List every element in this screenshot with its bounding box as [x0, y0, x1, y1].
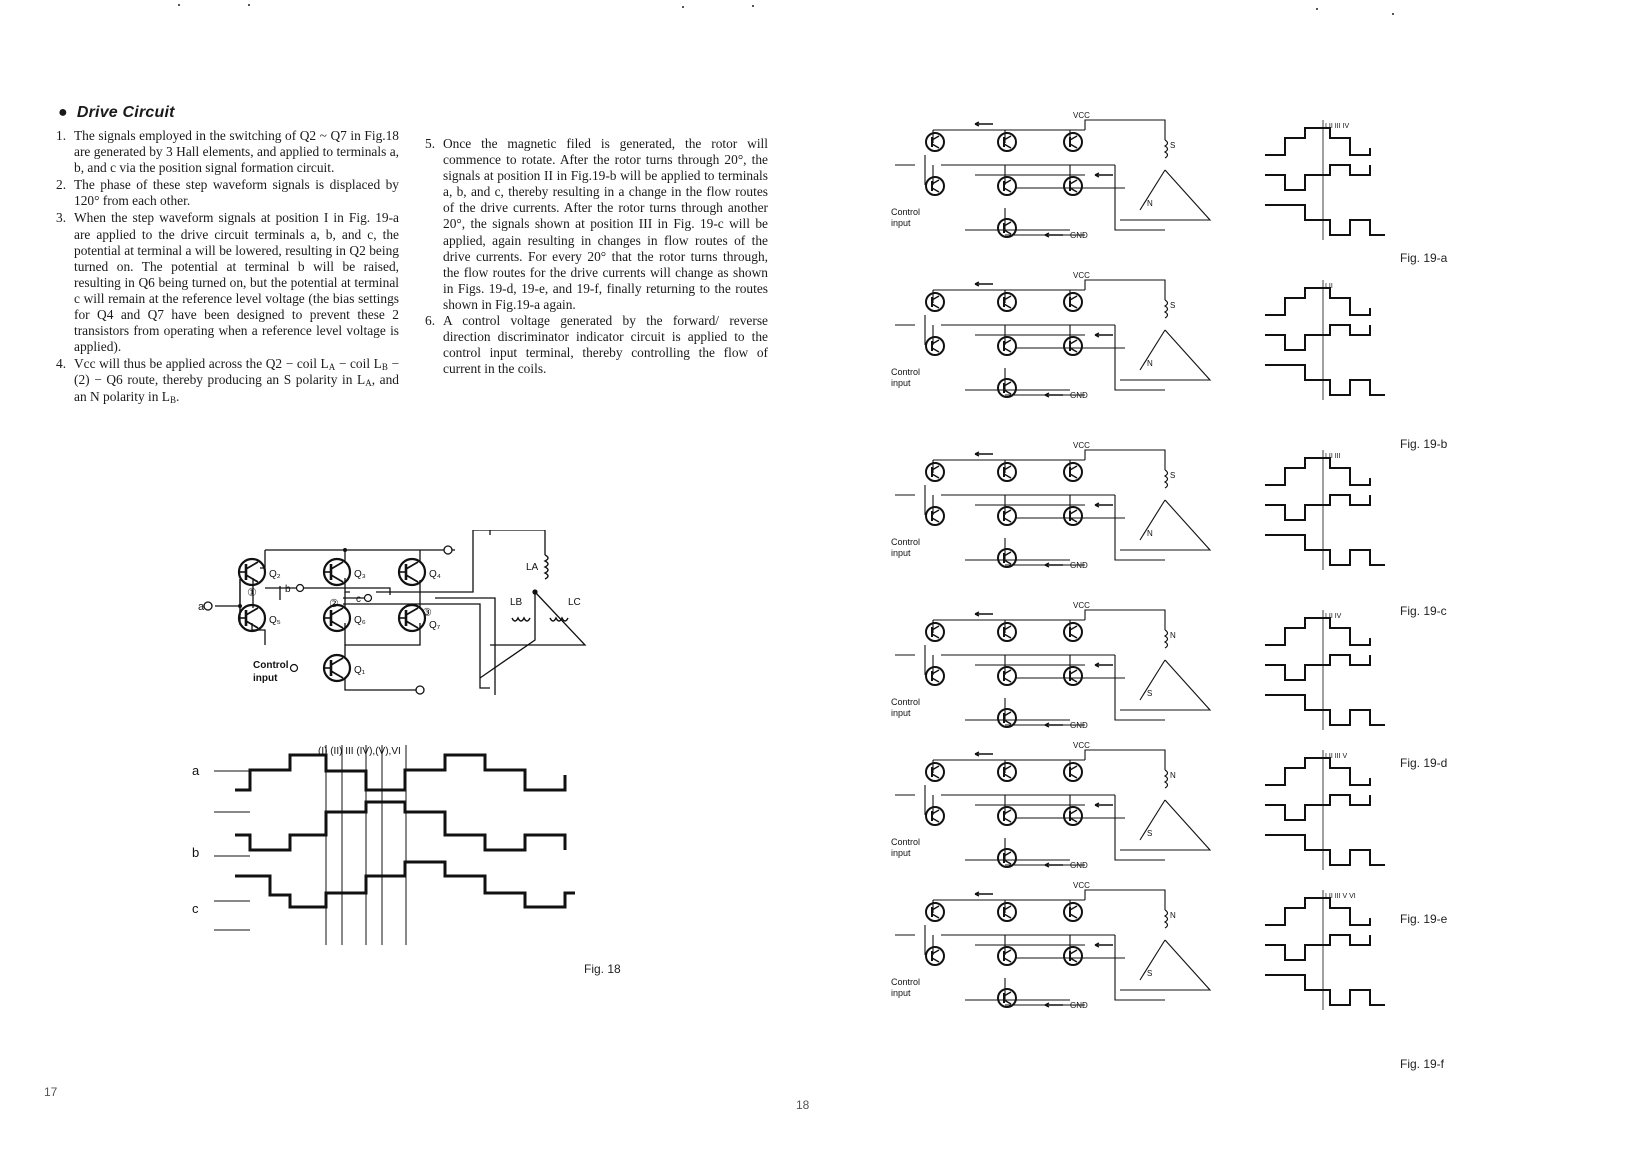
vcc-label: VCC: [1073, 111, 1090, 120]
fig19-caption: Fig. 19-e: [1400, 912, 1448, 926]
gnd-label: GND: [1070, 391, 1088, 400]
transistor-symbol: [1064, 177, 1082, 195]
pole-label: N: [1147, 359, 1153, 368]
list-item: [56, 177, 399, 209]
fig18-node-1: ①: [247, 587, 257, 599]
transistor-symbol: [1064, 293, 1082, 311]
fig18-wave-label-b: b: [192, 845, 200, 860]
transistor-symbol: [998, 133, 1016, 151]
fig18-label-q6: Q₆: [354, 615, 366, 626]
fig18-label-q3: Q₃: [354, 569, 366, 580]
input-label: input: [891, 988, 911, 998]
fig18-label-lb: LB: [510, 597, 523, 608]
control-label: Control: [891, 977, 921, 987]
pole-label: S: [1147, 969, 1153, 978]
fig18-label-q4: Q₄: [429, 569, 441, 580]
heading-title: Drive Circuit: [76, 104, 175, 121]
transistor-symbol: [926, 903, 944, 921]
position-labels: I II III V VI: [1325, 893, 1356, 900]
fig19-waveform: [1255, 450, 1405, 580]
item-text: − coil L: [335, 356, 382, 372]
current-arrow: [1045, 863, 1063, 867]
page-number-right: 18: [796, 1098, 810, 1112]
item-text: A control voltage generated by the forward/ reverse direction discriminator indicator circuit is applied to the control input terminal, thereby controlling the flow of current in the coils.: [443, 313, 768, 377]
list-number: 5.: [425, 136, 436, 151]
pole-label: S: [1147, 689, 1153, 698]
fig19-caption: Fig. 19-d: [1400, 756, 1448, 770]
fig19-waveform: [1255, 750, 1405, 880]
pole-label: N: [1147, 529, 1153, 538]
transistor-symbol: [926, 667, 944, 685]
transistor-symbol: [998, 623, 1016, 641]
scan-speck: [752, 5, 754, 7]
transistor-symbol: [1064, 903, 1082, 921]
list-item: [425, 313, 768, 377]
list-number: 1.: [56, 128, 67, 143]
fig19-circuit: [885, 270, 1215, 420]
transistor-symbol: [998, 989, 1016, 1007]
input-label: input: [891, 218, 911, 228]
heading-bullet: ●: [58, 104, 68, 121]
transistor-symbol: [1064, 623, 1082, 641]
pole-label: N: [1170, 631, 1176, 640]
item-text: When the step waveform signals at position I in Fig. 19-a are applied to the drive circuit terminals a, b, and c, the potential at terminal a will be lowered, resulting in Q2 being turned on. The potential at terminal b will be raised, resulting in Q6 being turned on, but the potential at terminal c will remain at the reference level voltage (the bias settings for Q4 and Q7 have been designed to prevent these 2 transistors from operating when a reference level voltage is applied).: [74, 210, 399, 355]
pole-label: S: [1170, 301, 1176, 310]
current-arrow: [975, 892, 993, 896]
item-text: − (2) − Q6 route, thereby producing an S polarity in L: [74, 356, 399, 388]
transistor-symbol: [998, 549, 1016, 567]
control-label: Control: [891, 207, 921, 217]
pole-label: S: [1170, 141, 1176, 150]
fig19-circuit: [885, 110, 1215, 260]
transistor-symbol: [998, 807, 1016, 825]
pole-label: N: [1147, 199, 1153, 208]
pole-label: S: [1147, 829, 1153, 838]
item-text: .: [175, 388, 180, 404]
transistor-symbol: [926, 763, 944, 781]
current-arrow: [975, 282, 993, 286]
fig18-label-q5: Q₅: [269, 615, 281, 626]
current-arrow: [1045, 723, 1063, 727]
transistor-symbol: [998, 903, 1016, 921]
fig18-waveforms: [190, 745, 620, 945]
fig18-circuit: [190, 530, 640, 710]
current-arrow: [1045, 233, 1063, 237]
list-item: [425, 136, 768, 313]
transistor-symbol: [1064, 463, 1082, 481]
current-arrow: [975, 612, 993, 616]
fig19-caption: Fig. 19-b: [1400, 437, 1448, 451]
pole-label: N: [1170, 771, 1176, 780]
section-heading: [58, 104, 175, 122]
transistor-symbol: [998, 947, 1016, 965]
fig18-label-lc: LC: [568, 597, 581, 608]
list-number: 2.: [56, 177, 67, 193]
list-number: 4.: [56, 356, 67, 372]
gnd-label: GND: [1070, 561, 1088, 570]
scan-speck: [1316, 8, 1318, 10]
vcc-label: VCC: [1073, 741, 1090, 750]
current-arrow: [1095, 803, 1113, 807]
transistor-symbol: [998, 219, 1016, 237]
gnd-label: GND: [1070, 721, 1088, 730]
fig18-label-la: LA: [526, 562, 539, 573]
fig19-circuit: [885, 600, 1215, 750]
gnd-label: GND: [1070, 1001, 1088, 1010]
current-arrow: [1095, 663, 1113, 667]
transistor-symbol: [926, 337, 944, 355]
gnd-label: GND: [1070, 861, 1088, 870]
transistor-symbol: [998, 463, 1016, 481]
scan-speck: [1392, 13, 1394, 15]
list-number: 3.: [56, 210, 67, 226]
transistor-symbol: [926, 293, 944, 311]
transistor-symbol: [926, 177, 944, 195]
fig19-circuit: [885, 740, 1215, 890]
subscript: B: [169, 394, 176, 405]
subscript: A: [365, 378, 372, 389]
control-label: Control: [891, 367, 921, 377]
fig19-waveform: [1255, 890, 1405, 1020]
transistor-symbol: [998, 763, 1016, 781]
transistor-symbol: [1064, 337, 1082, 355]
transistor-symbol: [998, 849, 1016, 867]
item-text: Once the magnetic filed is generated, the rotor will commence to rotate. After the rotor turns through 20°, the signals at position II in Fig.19-b will be applied to terminals a, b, and c, thereby resulting in a change in the flow routes of the drive currents. After the rotor turns through another 20°, the signals shown at position III in Fig. 19-c will be applied, again resulting in changes in flow routes of the drive currents. For every 20° that the rotor turns through, the flow routes for the drive currents will change as shown in Figs. 19-d, 19-e, and 19-f, finally returning to the routes shown in Fig.19-a again.: [443, 136, 768, 312]
fig19-waveform: [1255, 610, 1405, 740]
scan-speck: [178, 4, 180, 6]
pole-label: S: [1170, 471, 1176, 480]
item-text: The signals employed in the switching of Q2 ~ Q7 in Fig.18 are generated by 3 Hall elements, and applied to terminals a, b, and c via the position signal formation circuit.: [74, 128, 399, 176]
transistor-symbol: [1064, 667, 1082, 685]
fig18-label-q1: Q₁: [354, 665, 366, 676]
transistor-symbol: [926, 133, 944, 151]
transistor-symbol: [1064, 133, 1082, 151]
transistor-symbol: [998, 177, 1016, 195]
transistor-symbol: [926, 623, 944, 641]
control-label: Control: [891, 837, 921, 847]
fig18-wave-label-a: a: [192, 763, 200, 778]
transistor-symbol: [1064, 807, 1082, 825]
fig18-label-a: a: [198, 601, 205, 613]
fig18-label-q2: Q₂: [269, 569, 281, 580]
scan-speck: [248, 4, 250, 6]
fig19-caption: Fig. 19-c: [1400, 604, 1447, 618]
vcc-label: VCC: [1073, 271, 1090, 280]
item-text: The phase of these step waveform signals is displaced by 120° from each other.: [74, 177, 399, 209]
current-arrow: [1045, 1003, 1063, 1007]
gnd-label: GND: [1070, 231, 1088, 240]
text-column-left: [56, 128, 399, 405]
subscript: B: [381, 362, 388, 373]
fig18-label-q7: Q₇: [429, 620, 441, 631]
list-item: [56, 128, 399, 176]
current-arrow: [1045, 393, 1063, 397]
position-labels: I II III: [1325, 453, 1341, 460]
position-labels: I II III V: [1325, 753, 1348, 760]
subscript: A: [328, 362, 336, 373]
page-number-left: 17: [44, 1085, 58, 1099]
fig19-caption: Fig. 19-f: [1400, 1057, 1445, 1071]
current-arrow: [1095, 173, 1113, 177]
fig18-position-labels: (I) (II) III (IV),(V),VI: [318, 746, 401, 757]
current-arrow: [1045, 563, 1063, 567]
current-arrow: [975, 122, 993, 126]
input-label: input: [891, 848, 911, 858]
list-item: [56, 356, 399, 404]
transistor-symbol: [998, 379, 1016, 397]
transistor-symbol: [926, 507, 944, 525]
current-arrow: [975, 452, 993, 456]
fig18-node-2: ②: [329, 598, 339, 610]
vcc-label: VCC: [1073, 601, 1090, 610]
position-labels: I II IV: [1325, 613, 1342, 620]
scan-speck: [682, 6, 684, 8]
transistor-symbol: [998, 667, 1016, 685]
transistor-symbol: [926, 807, 944, 825]
vcc-label: VCC: [1073, 881, 1090, 890]
transistor-symbol: [998, 507, 1016, 525]
current-arrow: [1095, 943, 1113, 947]
transistor-symbol: [998, 293, 1016, 311]
transistor-symbol: [998, 709, 1016, 727]
fig18-label-b: b: [285, 584, 291, 595]
fig19-waveform: [1255, 280, 1405, 410]
current-arrow: [975, 752, 993, 756]
fig18-wave-label-c: c: [192, 901, 199, 916]
input-label: input: [891, 708, 911, 718]
item-text: Vcc will thus be applied across the Q2 − coil L: [74, 356, 329, 372]
current-arrow: [1095, 503, 1113, 507]
fig18-control-label: Control: [253, 660, 289, 671]
item-text: , and an N polarity in L: [74, 372, 400, 404]
fig18-input-label: input: [253, 673, 278, 684]
position-labels: I II: [1325, 283, 1333, 290]
fig18-node-3: ③: [422, 607, 432, 619]
fig18-caption: Fig. 18: [584, 962, 621, 976]
control-label: Control: [891, 697, 921, 707]
transistor-symbol: [926, 463, 944, 481]
list-item: [56, 210, 399, 355]
transistor-symbol: [1064, 763, 1082, 781]
text-column-right: [425, 136, 768, 377]
transistor-symbol: [1064, 947, 1082, 965]
fig19-caption: Fig. 19-a: [1400, 251, 1448, 265]
fig19-waveform: [1255, 120, 1405, 250]
control-label: Control: [891, 537, 921, 547]
position-labels: I II III IV: [1325, 123, 1350, 130]
fig19-circuit: [885, 440, 1215, 590]
vcc-label: VCC: [1073, 441, 1090, 450]
pole-label: N: [1170, 911, 1176, 920]
input-label: input: [891, 378, 911, 388]
transistor-symbol: [998, 337, 1016, 355]
transistor-symbol: [926, 947, 944, 965]
current-arrow: [1095, 333, 1113, 337]
input-label: input: [891, 548, 911, 558]
fig18-label-c: c: [356, 594, 361, 605]
transistor-symbol: [1064, 507, 1082, 525]
list-number: 6.: [425, 313, 436, 329]
fig19-circuit: [885, 880, 1215, 1030]
